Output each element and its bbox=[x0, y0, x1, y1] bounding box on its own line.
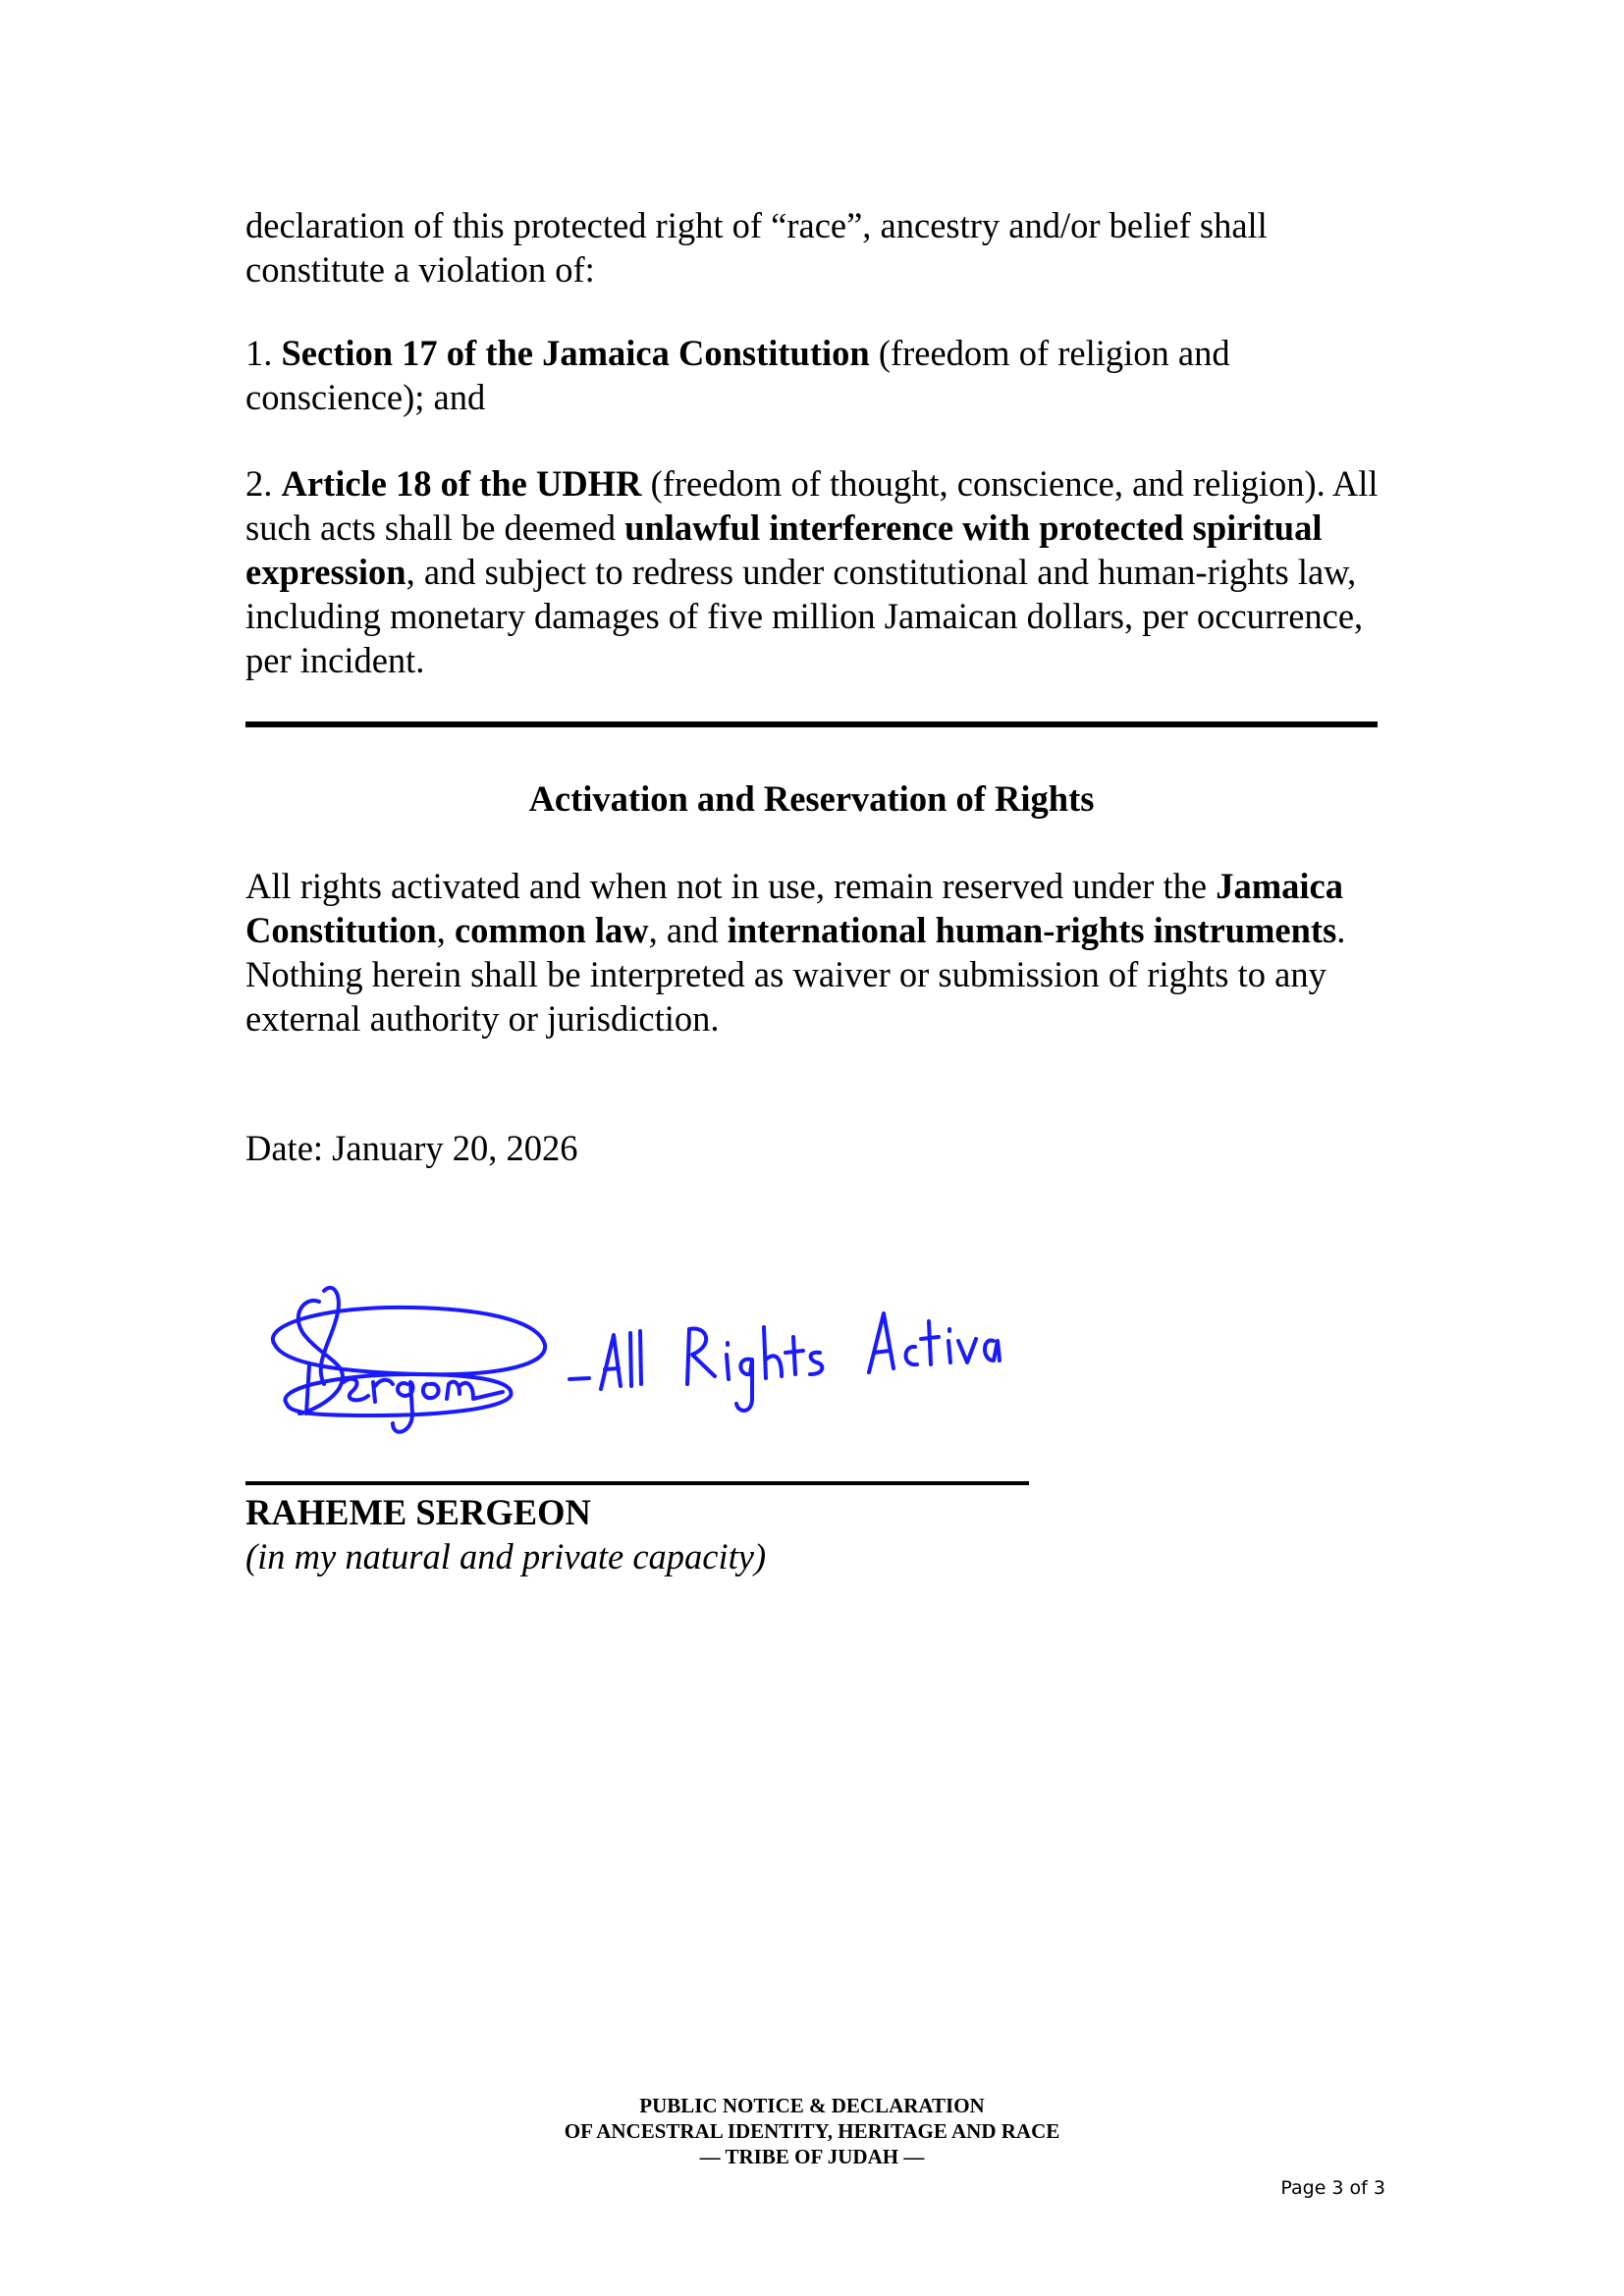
item-1-text: (freedom of religion and conscience); and bbox=[245, 333, 1230, 417]
item-2-title: Article 18 of the UDHR bbox=[281, 463, 642, 504]
reservation-bold-2: common law bbox=[454, 910, 649, 950]
footer-line-2: OF ANCESTRAL IDENTITY, HERITAGE AND RACE bbox=[564, 2119, 1060, 2143]
signature-line bbox=[245, 1481, 1029, 1485]
reservation-bold-3: international human-rights instruments bbox=[727, 910, 1337, 950]
footer-line-1: PUBLIC NOTICE & DECLARATION bbox=[639, 2094, 985, 2117]
handwritten-signature bbox=[245, 1266, 1011, 1463]
intro-paragraph bbox=[245, 203, 1384, 292]
signatory-capacity: (in my natural and private capacity) bbox=[245, 1536, 767, 1576]
reservation-paragraph bbox=[245, 864, 1384, 1041]
reservation-text-4: . Nothing herein shall be interpreted as waiver or submission of rights to any external authority or jurisdiction. bbox=[245, 910, 1346, 1039]
item-2-text-1: (freedom of thought, conscience, and religion). All such acts shall be deemed bbox=[245, 463, 1379, 548]
section-divider bbox=[245, 721, 1378, 727]
section-heading: Activation and Reservation of Rights bbox=[528, 778, 1095, 819]
item-2 bbox=[245, 461, 1384, 682]
item-2-number: 2. bbox=[245, 463, 273, 504]
signature-image bbox=[245, 1266, 1011, 1463]
footer-line-3: — TRIBE OF JUDAH — bbox=[699, 2145, 925, 2168]
reservation-text-3: , and bbox=[648, 910, 728, 950]
reservation-text-2: , bbox=[436, 910, 455, 950]
page-number: Page 3 of 3 bbox=[1280, 2177, 1385, 2199]
item-1 bbox=[245, 331, 1384, 419]
intro-text: declaration of this protected right of “race”, ancestry and/or belief shall constitute a violation of: bbox=[245, 205, 1268, 290]
item-2-emphasis: unlawful interference with protected spiritual expression bbox=[245, 507, 1323, 592]
page-footer bbox=[468, 2093, 1156, 2169]
item-2-text-2: , and subject to redress under constitutional and human-rights law, including monetary damages of five million Jamaican dollars, per occurrence, per incident. bbox=[245, 552, 1364, 680]
signatory-name: RAHEME SERGEON bbox=[245, 1492, 591, 1532]
reservation-text-1: All rights activated and when not in use, remain reserved under the bbox=[245, 866, 1208, 906]
date-line: Date: January 20, 2026 bbox=[245, 1128, 578, 1168]
reservation-bold-1: Jamaica Constitution bbox=[245, 866, 1343, 950]
item-1-title: Section 17 of the Jamaica Constitution bbox=[281, 333, 870, 373]
item-1-number: 1. bbox=[245, 333, 273, 373]
